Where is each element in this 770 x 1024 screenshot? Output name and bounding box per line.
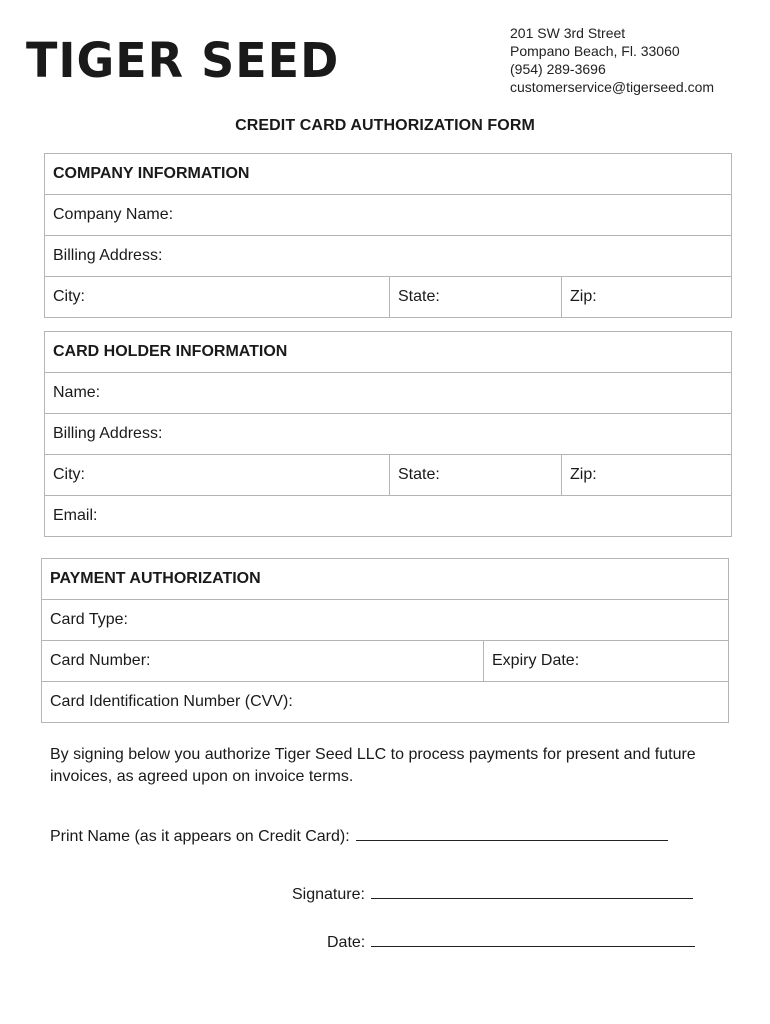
contact-street: 201 SW 3rd Street xyxy=(510,25,626,41)
card-holder-name-field[interactable]: Name: xyxy=(53,384,101,401)
card-holder-state-field[interactable]: State: xyxy=(389,455,561,495)
signature-line xyxy=(292,884,693,904)
signature-input[interactable] xyxy=(371,884,693,899)
company-information-heading: COMPANY INFORMATION xyxy=(53,165,250,182)
contact-city-line: Pompano Beach, Fl. 33060 xyxy=(510,43,680,59)
company-billing-address-field[interactable]: Billing Address: xyxy=(53,247,163,264)
card-type-field[interactable]: Card Type: xyxy=(50,611,128,628)
date-line xyxy=(327,932,695,952)
date-label: Date: xyxy=(327,934,366,951)
company-state-field[interactable]: State: xyxy=(389,277,561,317)
card-number-field[interactable]: Card Number: xyxy=(50,652,151,669)
print-name-label: Print Name (as it appears on Credit Card): xyxy=(50,828,350,845)
contact-phone: (954) 289-3696 xyxy=(510,61,606,77)
card-holder-zip-field[interactable]: Zip: xyxy=(561,455,731,495)
expiry-date-field[interactable]: Expiry Date: xyxy=(483,641,728,681)
signature-label: Signature: xyxy=(292,886,365,903)
card-holder-information-heading: CARD HOLDER INFORMATION xyxy=(53,343,288,360)
print-name-line xyxy=(50,826,668,846)
form-title: CREDIT CARD AUTHORIZATION FORM xyxy=(235,117,535,134)
company-zip-field[interactable]: Zip: xyxy=(561,277,731,317)
company-information-section xyxy=(44,153,732,318)
date-input[interactable] xyxy=(371,932,695,947)
contact-email: customerservice@tigerseed.com xyxy=(510,79,715,95)
contact-block xyxy=(510,24,714,96)
cvv-field[interactable]: Card Identification Number (CVV): xyxy=(50,693,293,710)
company-name-field[interactable]: Company Name: xyxy=(53,206,174,223)
card-holder-information-section xyxy=(44,331,732,537)
card-holder-billing-address-field[interactable]: Billing Address: xyxy=(53,425,163,442)
card-holder-city-field[interactable]: City: xyxy=(53,466,85,483)
print-name-input[interactable] xyxy=(356,826,668,841)
card-holder-email-field[interactable]: Email: xyxy=(53,507,98,524)
payment-authorization-section xyxy=(41,558,729,723)
payment-authorization-heading: PAYMENT AUTHORIZATION xyxy=(50,570,261,587)
company-city-field[interactable]: City: xyxy=(53,288,85,305)
authorization-text: By signing below you authorize Tiger Seed LLC to process payments for present and future invoices, as agreed upon on invoice terms. xyxy=(50,746,696,785)
company-logo: TIGER SEED xyxy=(26,31,340,89)
